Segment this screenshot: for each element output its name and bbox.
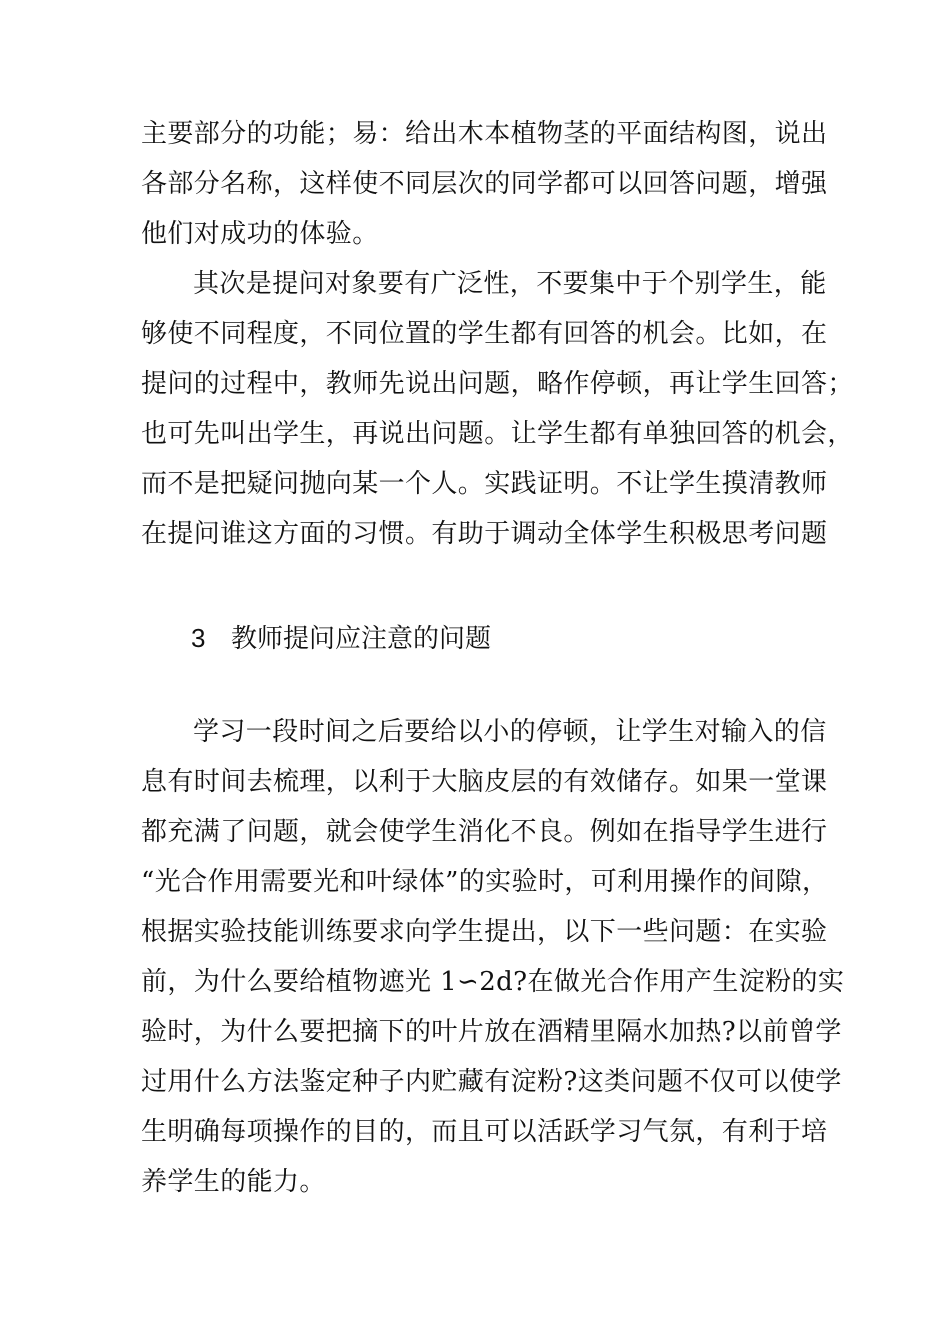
text-line: “光合作用需要光和叶绿体”的实验时，可利用操作的间隙，	[141, 867, 829, 897]
text-line: 而不是把疑问抛向某一个人。实践证明。不让学生摸清教师	[141, 469, 828, 499]
text-line: 主要部分的功能；易：给出木本植物茎的平面结构图，说出	[141, 119, 828, 149]
text-line: 生明确每项操作的目的，而且可以活跃学习气氛，有利于培	[141, 1117, 828, 1147]
text-line: 养学生的能力。	[141, 1167, 326, 1197]
text-line: 学习一段时间之后要给以小的停顿，让学生对输入的信	[193, 717, 827, 747]
text-line: 各部分名称，这样使不同层次的同学都可以回答问题，增强	[141, 169, 828, 199]
text-line: 过用什么方法鉴定种子内贮藏有淀粉?这类问题不仅可以使学	[141, 1067, 842, 1097]
text-line: 提问的过程中，教师先说出问题，略作停顿，再让学生回答；	[141, 369, 854, 399]
text-line: 前，为什么要给植物遮光 1∽2d?在做光合作用产生淀粉的实	[141, 967, 845, 997]
section-title: 教师提问应注意的问题	[231, 624, 492, 654]
text-line: 也可先叫出学生，再说出问题。让学生都有单独回答的机会，	[141, 419, 854, 449]
text-line: 都充满了问题，就会使学生消化不良。例如在指导学生进行	[141, 817, 828, 847]
text-line: 验时，为什么要把摘下的叶片放在酒精里隔水加热?以前曾学	[141, 1017, 842, 1047]
text-line: 在提问谁这方面的习惯。有助于调动全体学生积极思考问题	[141, 519, 828, 549]
text-line: 他们对成功的体验。	[141, 219, 379, 249]
text-line: 根据实验技能训练要求向学生提出，以下一些问题：在实验	[141, 917, 828, 947]
text-line: 息有时间去梳理，以利于大脑皮层的有效储存。如果一堂课	[141, 767, 828, 797]
text-line: 够使不同程度，不同位置的学生都有回答的机会。比如，在	[141, 319, 828, 349]
text-line: 其次是提问对象要有广泛性，不要集中于个别学生，能	[193, 269, 827, 299]
section-heading	[191, 622, 491, 655]
section-number: 3	[191, 623, 206, 653]
